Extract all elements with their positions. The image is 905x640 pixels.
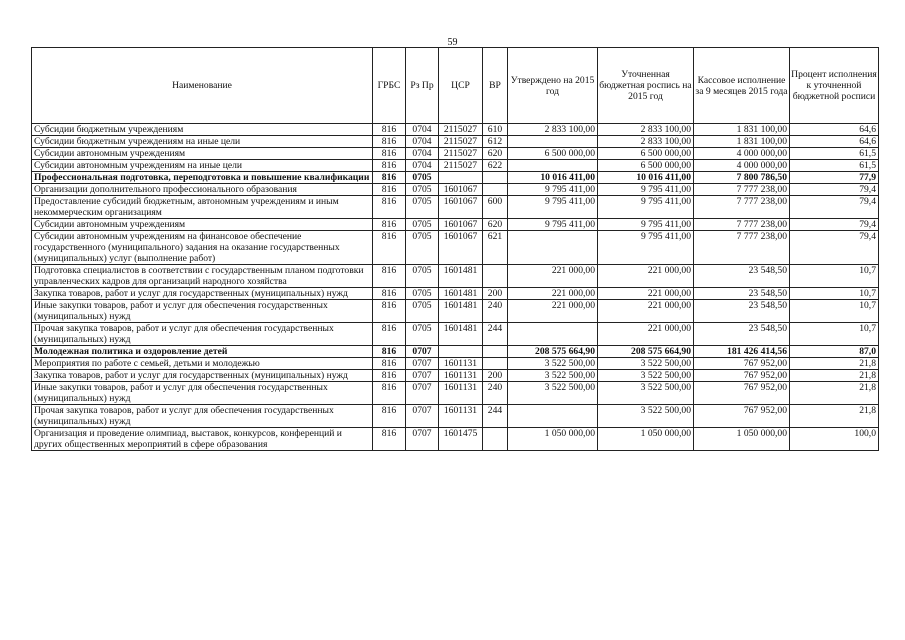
- cell-name: Мероприятия по работе с семьей, детьми и молодежью: [32, 358, 373, 370]
- cell-rzpr: 0704: [406, 160, 439, 172]
- cell-cash: 1 831 100,00: [694, 124, 790, 136]
- cell-name: Предоставление субсидий бюджетным, автономным учреждениям и иным некоммерческим организациям: [32, 196, 373, 219]
- cell-refined: 3 522 500,00: [598, 358, 694, 370]
- cell-vr: 240: [483, 382, 508, 405]
- cell-cash: 7 800 786,50: [694, 172, 790, 184]
- cell-name: Профессиональная подготовка, переподготовка и повышение квалификации: [32, 172, 373, 184]
- cell-approved: 9 795 411,00: [508, 219, 598, 231]
- cell-rzpr: 0705: [406, 300, 439, 323]
- cell-csr: 1601481: [439, 323, 483, 346]
- cell-csr: 1601131: [439, 370, 483, 382]
- cell-name: Субсидии автономным учреждениям: [32, 219, 373, 231]
- cell-grbs: 816: [373, 219, 406, 231]
- cell-cash: 7 777 238,00: [694, 219, 790, 231]
- cell-vr: [483, 346, 508, 358]
- cell-approved: 9 795 411,00: [508, 184, 598, 196]
- table-row: [32, 219, 879, 231]
- cell-csr: 1601067: [439, 219, 483, 231]
- cell-percent: 21,8: [790, 358, 879, 370]
- cell-grbs: 816: [373, 323, 406, 346]
- cell-approved: 221 000,00: [508, 300, 598, 323]
- page-number: 59: [447, 37, 458, 48]
- cell-percent: 21,8: [790, 382, 879, 405]
- cell-percent: 79,4: [790, 196, 879, 219]
- cell-percent: 61,5: [790, 148, 879, 160]
- table-row: [32, 184, 879, 196]
- cell-cash: 23 548,50: [694, 265, 790, 288]
- cell-name: Закупка товаров, работ и услуг для государственных (муниципальных) нужд: [32, 288, 373, 300]
- cell-grbs: 816: [373, 184, 406, 196]
- cell-refined: 208 575 664,90: [598, 346, 694, 358]
- table-row: [32, 136, 879, 148]
- cell-percent: 87,0: [790, 346, 879, 358]
- cell-grbs: 816: [373, 172, 406, 184]
- cell-rzpr: 0705: [406, 219, 439, 231]
- cell-vr: 621: [483, 231, 508, 265]
- table-header-row: [32, 48, 879, 124]
- table-row: [32, 160, 879, 172]
- cell-refined: 221 000,00: [598, 323, 694, 346]
- cell-vr: 200: [483, 288, 508, 300]
- cell-grbs: 816: [373, 231, 406, 265]
- cell-csr: 1601475: [439, 428, 483, 451]
- cell-name: Субсидии автономным учреждениям на финансовое обеспечение государственного (муниципального) задания на оказание государственных (муниципальных) услуг (выполнение работ): [32, 231, 373, 265]
- cell-csr: 1601131: [439, 405, 483, 428]
- cell-vr: 610: [483, 124, 508, 136]
- cell-csr: 1601131: [439, 358, 483, 370]
- cell-approved: 1 050 000,00: [508, 428, 598, 451]
- cell-grbs: 816: [373, 358, 406, 370]
- cell-approved: [508, 405, 598, 428]
- cell-rzpr: 0707: [406, 370, 439, 382]
- cell-percent: 10,7: [790, 300, 879, 323]
- cell-name: Иные закупки товаров, работ и услуг для обеспечения государственных (муниципальных) нужд: [32, 300, 373, 323]
- cell-percent: 21,8: [790, 370, 879, 382]
- table-row: [32, 323, 879, 346]
- cell-approved: [508, 231, 598, 265]
- cell-vr: [483, 358, 508, 370]
- cell-refined: 9 795 411,00: [598, 196, 694, 219]
- cell-approved: 2 833 100,00: [508, 124, 598, 136]
- cell-csr: 1601131: [439, 382, 483, 405]
- table-row: [32, 196, 879, 219]
- cell-vr: 620: [483, 219, 508, 231]
- cell-csr: 1601067: [439, 196, 483, 219]
- cell-grbs: 816: [373, 405, 406, 428]
- table-row: [32, 288, 879, 300]
- cell-percent: 77,9: [790, 172, 879, 184]
- cell-name: Субсидии автономным учреждениям: [32, 148, 373, 160]
- cell-name: Подготовка специалистов в соответствии с государственным планом подготовки управленческих кадров для организаций народного хозяйства: [32, 265, 373, 288]
- table-row: [32, 358, 879, 370]
- cell-rzpr: 0704: [406, 136, 439, 148]
- cell-rzpr: 0707: [406, 358, 439, 370]
- cell-refined: 3 522 500,00: [598, 405, 694, 428]
- cell-cash: 767 952,00: [694, 382, 790, 405]
- cell-refined: 6 500 000,00: [598, 160, 694, 172]
- cell-percent: 10,7: [790, 288, 879, 300]
- cell-approved: 3 522 500,00: [508, 382, 598, 405]
- cell-grbs: 816: [373, 288, 406, 300]
- cell-grbs: 816: [373, 346, 406, 358]
- cell-approved: 10 016 411,00: [508, 172, 598, 184]
- cell-vr: 612: [483, 136, 508, 148]
- cell-grbs: 816: [373, 265, 406, 288]
- cell-name: Организация и проведение олимпиад, выставок, конкурсов, конференций и других общественных мероприятий в сфере образования: [32, 428, 373, 451]
- cell-percent: 10,7: [790, 265, 879, 288]
- cell-cash: 23 548,50: [694, 288, 790, 300]
- cell-refined: 2 833 100,00: [598, 124, 694, 136]
- cell-percent: 21,8: [790, 405, 879, 428]
- cell-vr: 622: [483, 160, 508, 172]
- cell-cash: 4 000 000,00: [694, 148, 790, 160]
- cell-name: Организации дополнительного профессионального образования: [32, 184, 373, 196]
- cell-approved: 6 500 000,00: [508, 148, 598, 160]
- header-cash: Кассовое исполнение за 9 месяцев 2015 года: [694, 48, 790, 124]
- header-approved: Утверждено на 2015 год: [508, 48, 598, 124]
- cell-refined: 221 000,00: [598, 300, 694, 323]
- cell-refined: 3 522 500,00: [598, 370, 694, 382]
- table-row: [32, 265, 879, 288]
- table-row: [32, 124, 879, 136]
- cell-grbs: 816: [373, 382, 406, 405]
- cell-cash: 23 548,50: [694, 323, 790, 346]
- cell-name: Закупка товаров, работ и услуг для государственных (муниципальных) нужд: [32, 370, 373, 382]
- header-refined: Уточненная бюджетная роспись на 2015 год: [598, 48, 694, 124]
- cell-csr: 2115027: [439, 148, 483, 160]
- budget-table: [31, 47, 879, 451]
- cell-rzpr: 0705: [406, 323, 439, 346]
- cell-refined: 10 016 411,00: [598, 172, 694, 184]
- cell-percent: 64,6: [790, 136, 879, 148]
- cell-name: Субсидии бюджетным учреждениям на иные цели: [32, 136, 373, 148]
- cell-csr: [439, 172, 483, 184]
- cell-rzpr: 0705: [406, 184, 439, 196]
- cell-vr: 244: [483, 323, 508, 346]
- cell-refined: 3 522 500,00: [598, 382, 694, 405]
- cell-percent: 10,7: [790, 323, 879, 346]
- cell-name: Иные закупки товаров, работ и услуг для обеспечения государственных (муниципальных) нужд: [32, 382, 373, 405]
- cell-name: Субсидии автономным учреждениям на иные цели: [32, 160, 373, 172]
- cell-refined: 221 000,00: [598, 288, 694, 300]
- header-rzpr: Рз Пр: [406, 48, 439, 124]
- cell-vr: 200: [483, 370, 508, 382]
- cell-rzpr: 0705: [406, 265, 439, 288]
- cell-rzpr: 0707: [406, 346, 439, 358]
- cell-csr: 1601067: [439, 184, 483, 196]
- cell-grbs: 816: [373, 428, 406, 451]
- cell-grbs: 816: [373, 370, 406, 382]
- cell-refined: 9 795 411,00: [598, 231, 694, 265]
- cell-rzpr: 0707: [406, 382, 439, 405]
- cell-refined: 221 000,00: [598, 265, 694, 288]
- cell-csr: 2115027: [439, 136, 483, 148]
- cell-rzpr: 0704: [406, 124, 439, 136]
- cell-rzpr: 0704: [406, 148, 439, 160]
- cell-approved: [508, 323, 598, 346]
- cell-percent: 100,0: [790, 428, 879, 451]
- cell-cash: 767 952,00: [694, 358, 790, 370]
- cell-csr: 1601481: [439, 300, 483, 323]
- cell-csr: 1601481: [439, 288, 483, 300]
- cell-vr: [483, 428, 508, 451]
- cell-approved: 9 795 411,00: [508, 196, 598, 219]
- cell-rzpr: 0707: [406, 405, 439, 428]
- cell-cash: 7 777 238,00: [694, 231, 790, 265]
- cell-cash: 7 777 238,00: [694, 196, 790, 219]
- cell-rzpr: 0707: [406, 428, 439, 451]
- cell-refined: 2 833 100,00: [598, 136, 694, 148]
- table-row: [32, 428, 879, 451]
- cell-approved: 221 000,00: [508, 288, 598, 300]
- cell-cash: 767 952,00: [694, 405, 790, 428]
- cell-rzpr: 0705: [406, 196, 439, 219]
- cell-csr: 2115027: [439, 160, 483, 172]
- cell-grbs: 816: [373, 160, 406, 172]
- cell-grbs: 816: [373, 148, 406, 160]
- table-row: [32, 346, 879, 358]
- cell-refined: 9 795 411,00: [598, 184, 694, 196]
- cell-approved: [508, 160, 598, 172]
- header-vr: ВР: [483, 48, 508, 124]
- cell-grbs: 816: [373, 136, 406, 148]
- cell-percent: 64,6: [790, 124, 879, 136]
- cell-approved: 3 522 500,00: [508, 358, 598, 370]
- cell-percent: 79,4: [790, 219, 879, 231]
- table-row: [32, 370, 879, 382]
- cell-rzpr: 0705: [406, 231, 439, 265]
- cell-refined: 1 050 000,00: [598, 428, 694, 451]
- cell-grbs: 816: [373, 124, 406, 136]
- cell-cash: 767 952,00: [694, 370, 790, 382]
- header-percent: Процент исполнения к уточненной бюджетной росписи: [790, 48, 879, 124]
- cell-approved: 3 522 500,00: [508, 370, 598, 382]
- cell-vr: [483, 184, 508, 196]
- table-row: [32, 148, 879, 160]
- header-name: Наименование: [32, 48, 373, 124]
- cell-cash: 1 831 100,00: [694, 136, 790, 148]
- cell-approved: 208 575 664,90: [508, 346, 598, 358]
- cell-percent: 61,5: [790, 160, 879, 172]
- cell-grbs: 816: [373, 300, 406, 323]
- cell-name: Молодежная политика и оздоровление детей: [32, 346, 373, 358]
- cell-name: Субсидии бюджетным учреждениям: [32, 124, 373, 136]
- cell-cash: 181 426 414,56: [694, 346, 790, 358]
- cell-vr: [483, 265, 508, 288]
- cell-csr: 1601067: [439, 231, 483, 265]
- cell-percent: 79,4: [790, 184, 879, 196]
- table-row: [32, 382, 879, 405]
- cell-rzpr: 0705: [406, 288, 439, 300]
- cell-refined: 6 500 000,00: [598, 148, 694, 160]
- table-row: [32, 172, 879, 184]
- cell-vr: 244: [483, 405, 508, 428]
- cell-rzpr: 0705: [406, 172, 439, 184]
- cell-percent: 79,4: [790, 231, 879, 265]
- cell-refined: 9 795 411,00: [598, 219, 694, 231]
- header-csr: ЦСР: [439, 48, 483, 124]
- cell-grbs: 816: [373, 196, 406, 219]
- cell-vr: 240: [483, 300, 508, 323]
- cell-approved: 221 000,00: [508, 265, 598, 288]
- table-row: [32, 300, 879, 323]
- cell-name: Прочая закупка товаров, работ и услуг для обеспечения государственных (муниципальных) нужд: [32, 405, 373, 428]
- cell-cash: 23 548,50: [694, 300, 790, 323]
- cell-name: Прочая закупка товаров, работ и услуг для обеспечения государственных (муниципальных) нужд: [32, 323, 373, 346]
- cell-vr: [483, 172, 508, 184]
- cell-csr: 2115027: [439, 124, 483, 136]
- table-row: [32, 231, 879, 265]
- cell-csr: 1601481: [439, 265, 483, 288]
- cell-cash: 1 050 000,00: [694, 428, 790, 451]
- cell-cash: 7 777 238,00: [694, 184, 790, 196]
- cell-vr: 600: [483, 196, 508, 219]
- table-row: [32, 405, 879, 428]
- cell-cash: 4 000 000,00: [694, 160, 790, 172]
- cell-csr: [439, 346, 483, 358]
- header-grbs: ГРБС: [373, 48, 406, 124]
- cell-approved: [508, 136, 598, 148]
- cell-vr: 620: [483, 148, 508, 160]
